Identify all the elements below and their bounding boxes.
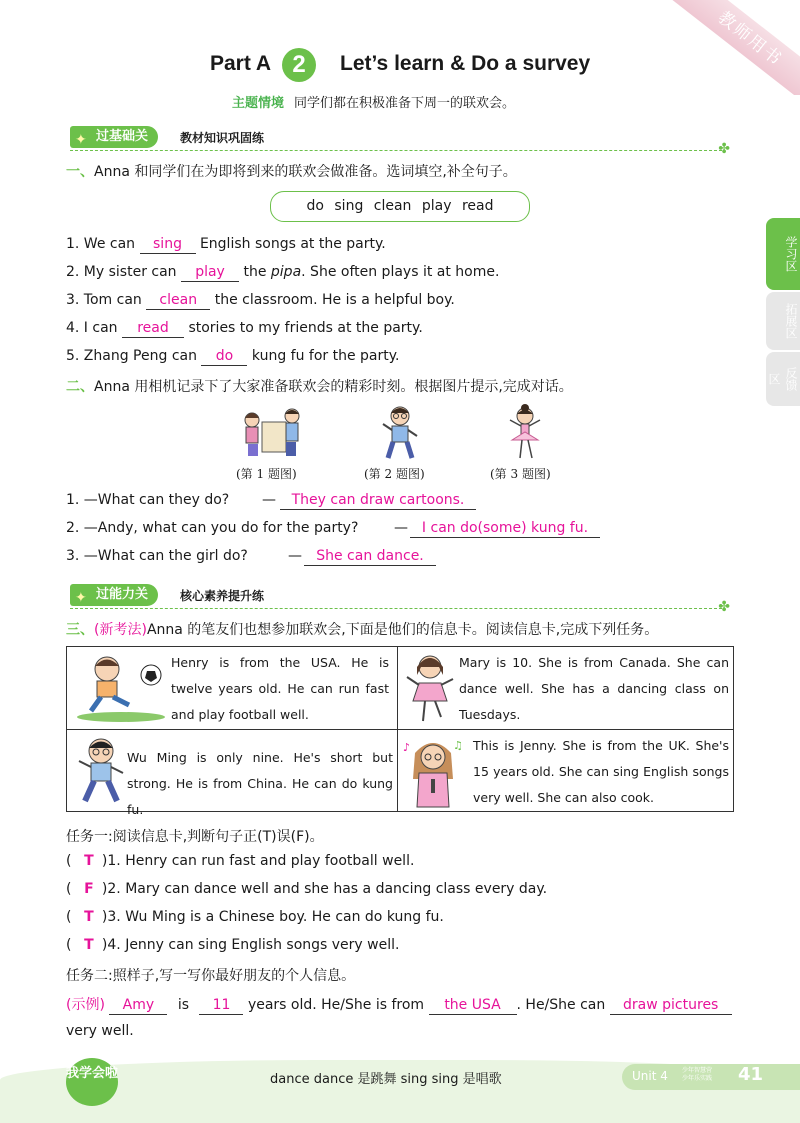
boy-kungfu-illustration [380,404,420,462]
jenny-singing-illustration [401,735,465,809]
section-banner-basic [70,126,730,157]
title-number-badge: 2 [282,48,316,82]
fill-item-4: 4. I can read stories to my friends at the party. [66,320,423,336]
card-henry: Henry is from the USA. He is twelve years old. He can run fast and play football well. [171,655,389,722]
banner-subtitle: 教材知识巩固练 [180,131,265,145]
dialog-item-2: 2. —Andy, what can you do for the party? — I can do(some) kung fu. [66,520,358,536]
dialog-item-3: 3. —What can the girl do? — She can dance. [66,548,248,564]
answer-blank: do [201,348,247,366]
wu-ming-kungfu-illustration [75,735,127,807]
banner-divider [70,150,722,151]
banner-subtitle: 核心素养提升练 [180,589,265,603]
answer-blank: She can dance. [304,548,436,566]
fill-item-3: 3. Tom can clean the classroom. He is a helpful boy. [66,292,455,308]
clover-icon: ✤ [718,599,730,615]
star-icon: ✦ [75,132,87,148]
example-line: (示例) Amy is 11 years old. He/She is from the USA . He/She can draw pictures [66,994,732,1015]
card-wu-ming: Wu Ming is only nine. He's short but strong. He is from China. He can do kung fu. [127,750,393,817]
answer-blank: They can draw cartoons. [280,492,476,510]
tf-item-2: ( F )2. Mary can dance well and she has a dancing class every day. [66,881,548,897]
tf-item-4: ( T )4. Jenny can sing English songs very well. [66,937,400,953]
clover-icon: ✤ [718,141,730,157]
section-banner-ability [70,584,730,615]
section-2-heading: 二、Anna 用相机记录下了大家准备联欢会的精彩时刻。根据图片提示,完成对话。 [66,379,573,395]
theme-label: 主题情境 [232,96,285,111]
page-number: 41 [738,1064,764,1085]
tf-item-3: ( T )3. Wu Ming is a Chinese boy. He can do kung fu. [66,909,444,925]
fill-item-2: 2. My sister can play the pipa. She often plays it at home. [66,264,500,280]
henry-football-illustration [75,653,167,723]
dialog-item-1: 1. —What can they do? — They can draw cartoons. [66,492,229,508]
footer-badge: 我学会啦 [66,1058,118,1106]
title-text: Let’s learn & Do a survey [340,52,591,75]
page-footer [0,1050,800,1123]
corner-ribbon [670,0,800,95]
section-number: 一、 [66,164,94,180]
caption-1: (第 1 题图) [236,467,297,481]
footer-mini-text: 少年智慧营 少年乐实践 [682,1067,713,1082]
card-jenny: This is Jenny. She is from the UK. She's 15 years old. She can sing English songs very well. She can also cook. [473,738,729,805]
svg-text:♪: ♪ [403,741,411,754]
side-tab-feedback[interactable]: 反馈区 [766,352,800,406]
mary-dance-illustration [403,653,457,725]
task-2-title: 任务二:照样子,写一写你最好朋友的个人信息。 [66,968,356,984]
star-icon: ✦ [75,590,87,606]
answer-blank: clean [146,292,210,310]
theme-text: 同学们都在积极准备下周一的联欢会。 [294,96,516,111]
answer-blank: sing [140,236,196,254]
banner-divider [70,608,722,609]
section-1-heading [66,161,517,181]
caption-3: (第 3 题图) [490,467,551,481]
card-mary: Mary is 10. She is from Canada. She can dance well. She has a dancing class on Tuesdays. [459,655,729,722]
girl-dancing-illustration [504,404,546,462]
answer-blank: play [181,264,239,282]
unit-label: Unit 4 [632,1069,668,1083]
theme-line [232,92,515,111]
fill-item-5: 5. Zhang Peng can do kung fu for the party. [66,348,400,364]
side-tab-study[interactable]: 学习区 [766,218,800,290]
banner-tag: ✦ 过基础关 [70,126,158,148]
caption-2: (第 2 题图) [364,467,425,481]
title-part: Part A [210,52,272,75]
svg-text:♫: ♫ [453,739,463,752]
task-1-title: 任务一:阅读信息卡,判断句子正(T)误(F)。 [66,829,324,845]
example-line-end: very well. [66,1023,134,1039]
kids-drawing-illustration [240,404,304,460]
tf-item-1: ( T )1. Henry can run fast and play football well. [66,853,415,869]
fill-item-1: 1. We can sing English songs at the party. [66,236,386,252]
answer-blank: read [122,320,184,338]
footer-tip: dance dance 是跳舞 sing sing 是唱歌 [270,1072,502,1087]
word-bank: do sing clean play read [270,191,530,222]
section-instruction: Anna 和同学们在为即将到来的联欢会做准备。选词填空,补全句子。 [94,164,517,180]
section-3-heading: 三、(新考法)Anna 的笔友们也想参加联欢会,下面是他们的信息卡。阅读信息卡,完成下列任务。 [66,622,659,638]
info-card-table [66,646,734,817]
banner-tag: ✦ 过能力关 [70,584,158,606]
corner-label: 教师用书 [670,0,800,95]
side-tab-extend[interactable]: 拓展区 [766,292,800,350]
answer-blank: I can do(some) kung fu. [410,520,600,538]
